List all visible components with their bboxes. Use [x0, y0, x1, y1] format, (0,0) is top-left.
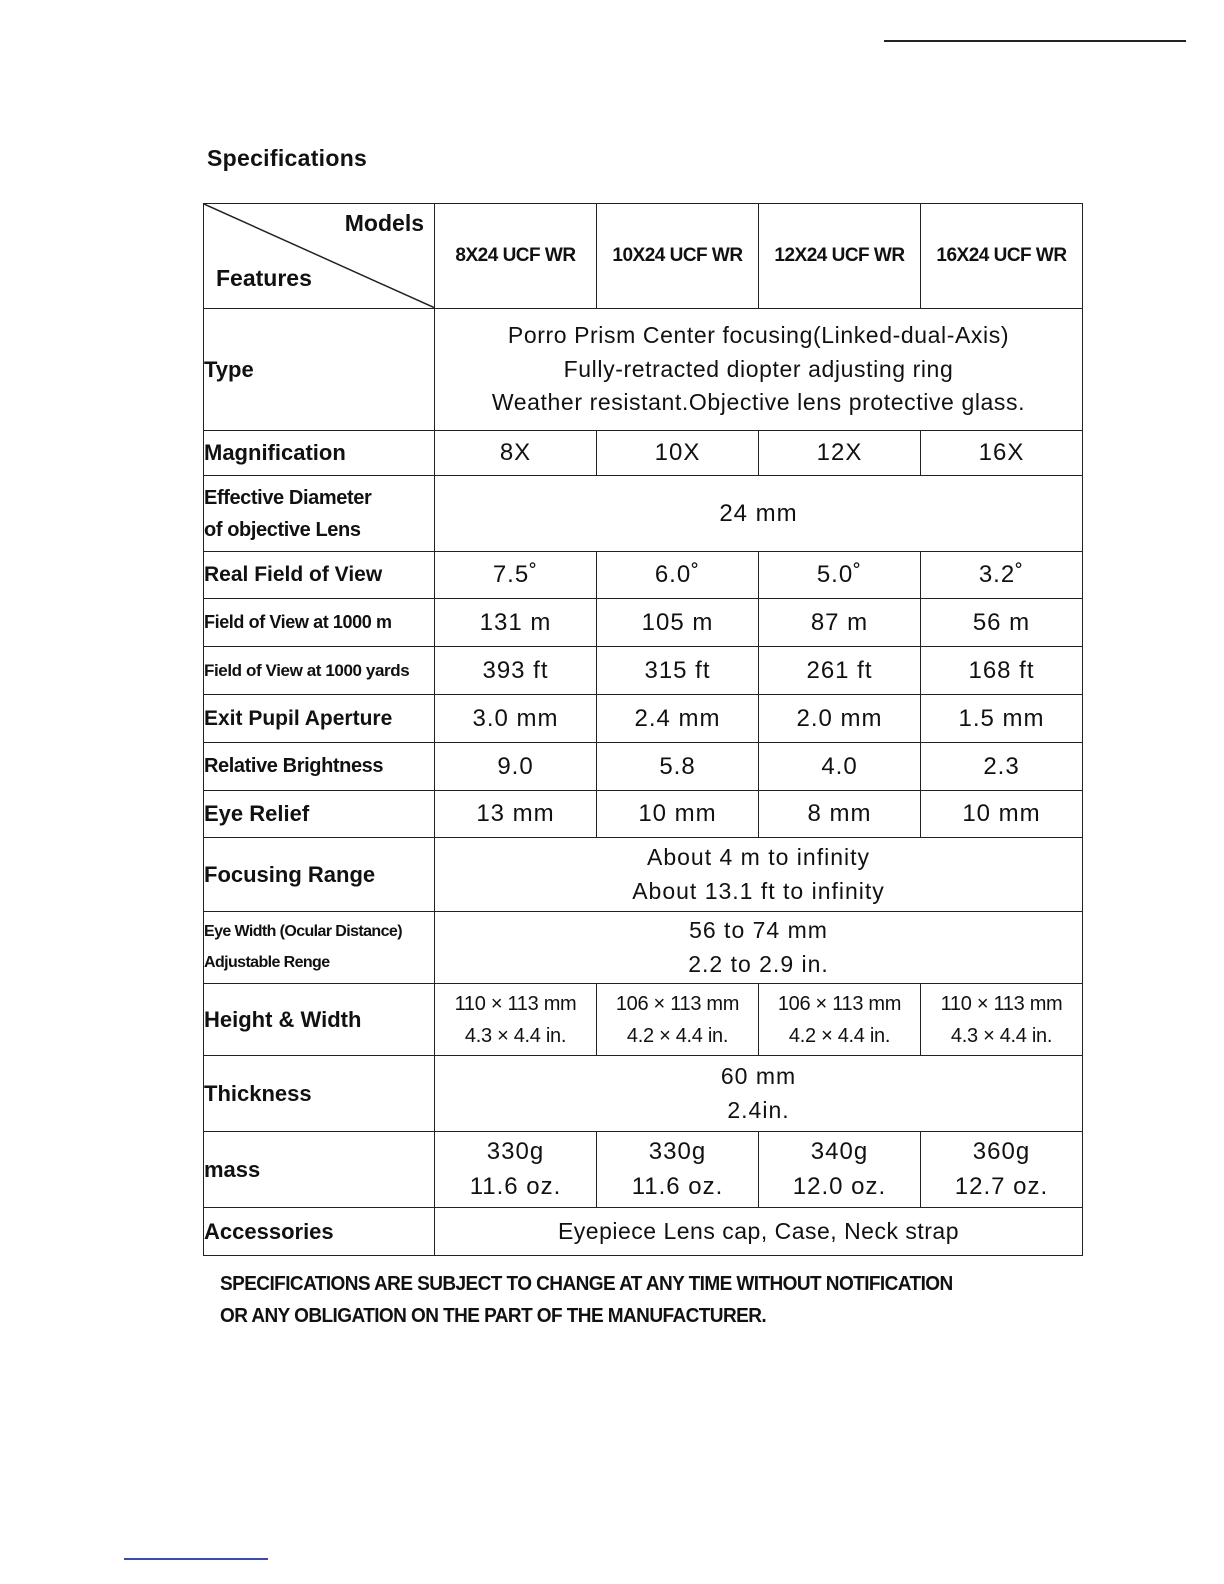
brightness-value: 4.0: [759, 743, 921, 791]
top-rule: [884, 40, 1186, 42]
row-eye-relief: [204, 791, 1083, 838]
effective-diameter-value: 24 mm: [435, 476, 1083, 552]
height-width-metric: 110 × 113 mm: [940, 992, 1063, 1015]
row-magnification: [204, 431, 1083, 476]
mass-grams: 330g: [486, 1137, 545, 1165]
eye-relief-value: 13 mm: [435, 791, 597, 838]
focusing-line: About 13.1 ft to infinity: [632, 877, 885, 904]
height-width-cell: [597, 984, 759, 1056]
field-1000m-value: 131 m: [435, 599, 597, 647]
row-label-field-1000m: Field of View at 1000 m: [204, 599, 435, 647]
row-label-field-1000yd: Field of View at 1000 yards: [204, 647, 435, 695]
specifications-table: [203, 203, 1083, 1256]
height-width-imperial: 4.2 × 4.4 in.: [788, 1024, 891, 1047]
real-field-value: 5.0˚: [759, 552, 921, 599]
eye-relief-value: 8 mm: [759, 791, 921, 838]
eye-relief-value: 10 mm: [597, 791, 759, 838]
corner-header-cell: [204, 204, 435, 309]
exit-pupil-value: 1.5 mm: [921, 695, 1083, 743]
field-1000yd-value: 315 ft: [597, 647, 759, 695]
brightness-value: 9.0: [435, 743, 597, 791]
model-header: 16X24 UCF WR: [921, 204, 1083, 309]
mass-ounces: 12.7 oz.: [954, 1172, 1049, 1200]
exit-pupil-value: 2.4 mm: [597, 695, 759, 743]
row-label-effective-diameter: [204, 476, 435, 552]
height-width-metric: 106 × 113 mm: [777, 992, 902, 1015]
magnification-value: 16X: [921, 431, 1083, 476]
eye-width-line: 2.2 to 2.9 in.: [688, 950, 829, 977]
row-label-thickness: Thickness: [204, 1056, 435, 1132]
field-1000yd-value: 393 ft: [435, 647, 597, 695]
features-label: Features: [216, 265, 312, 291]
height-width-cell: [921, 984, 1083, 1056]
type-value-cell: [435, 309, 1083, 431]
row-field-1000m: [204, 599, 1083, 647]
eye-width-label-line: Adjustable Renge: [204, 953, 330, 971]
effective-diameter-label-line: of objective Lens: [204, 518, 361, 541]
row-effective-diameter: [204, 476, 1083, 552]
field-1000yd-value: 261 ft: [759, 647, 921, 695]
mass-cell: [921, 1132, 1083, 1208]
height-width-imperial: 4.2 × 4.4 in.: [626, 1024, 729, 1047]
notice-line: OR ANY OBLIGATION ON THE PART OF THE MANUFACTURER.: [220, 1305, 767, 1327]
row-label-height-width: Height & Width: [204, 984, 435, 1056]
mass-cell: [759, 1132, 921, 1208]
exit-pupil-value: 3.0 mm: [435, 695, 597, 743]
mass-ounces: 12.0 oz.: [792, 1172, 887, 1200]
accessories-value: Eyepiece Lens cap, Case, Neck strap: [435, 1208, 1083, 1256]
mass-grams: 340g: [810, 1137, 869, 1165]
mass-cell: [435, 1132, 597, 1208]
page-title: Specifications: [207, 145, 368, 171]
notice-line: SPECIFICATIONS ARE SUBJECT TO CHANGE AT ANY TIME WITHOUT NOTIFICATION: [220, 1273, 953, 1295]
thickness-line: 60 mm: [720, 1063, 797, 1090]
row-label-magnification: Magnification: [204, 431, 435, 476]
height-width-cell: [759, 984, 921, 1056]
field-1000yd-value: 168 ft: [921, 647, 1083, 695]
row-real-field: [204, 552, 1083, 599]
exit-pupil-value: 2.0 mm: [759, 695, 921, 743]
row-mass: [204, 1132, 1083, 1208]
mass-cell: [597, 1132, 759, 1208]
focusing-line: About 4 m to infinity: [647, 844, 870, 871]
mass-grams: 360g: [972, 1137, 1031, 1165]
eye-width-value-cell: [435, 912, 1083, 984]
row-label-real-field: Real Field of View: [204, 552, 435, 599]
model-header: 12X24 UCF WR: [759, 204, 921, 309]
field-1000m-value: 56 m: [921, 599, 1083, 647]
row-exit-pupil: [204, 695, 1083, 743]
thickness-value-cell: [435, 1056, 1083, 1132]
brightness-value: 5.8: [597, 743, 759, 791]
row-type: [204, 309, 1083, 431]
eye-relief-value: 10 mm: [921, 791, 1083, 838]
bottom-rule: [124, 1558, 268, 1560]
row-label-mass: mass: [204, 1132, 435, 1208]
row-label-type: Type: [204, 309, 435, 431]
mass-ounces: 11.6 oz.: [631, 1172, 724, 1200]
header-row: [204, 204, 1083, 309]
row-brightness: [204, 743, 1083, 791]
mass-grams: 330g: [648, 1137, 707, 1165]
height-width-cell: [435, 984, 597, 1056]
row-thickness: [204, 1056, 1083, 1132]
eye-width-label-line: Eye Width (Ocular Distance): [204, 923, 402, 941]
specifications-notice: [220, 1268, 953, 1332]
row-label-eye-width: [204, 912, 435, 984]
row-label-focusing: Focusing Range: [204, 838, 435, 912]
magnification-value: 8X: [435, 431, 597, 476]
height-width-imperial: 4.3 × 4.4 in.: [464, 1024, 567, 1047]
row-eye-width: [204, 912, 1083, 984]
real-field-value: 3.2˚: [921, 552, 1083, 599]
magnification-value: 10X: [597, 431, 759, 476]
real-field-value: 6.0˚: [597, 552, 759, 599]
height-width-metric: 110 × 113 mm: [454, 992, 577, 1015]
models-label: Models: [344, 210, 424, 236]
field-1000m-value: 105 m: [597, 599, 759, 647]
eye-width-line: 56 to 74 mm: [689, 917, 828, 944]
row-label-eye-relief: Eye Relief: [204, 791, 435, 838]
thickness-line: 2.4in.: [727, 1096, 790, 1123]
field-1000m-value: 87 m: [759, 599, 921, 647]
model-header: 8X24 UCF WR: [435, 204, 597, 309]
magnification-value: 12X: [759, 431, 921, 476]
brightness-value: 2.3: [921, 743, 1083, 791]
row-height-width: [204, 984, 1083, 1056]
row-label-exit-pupil: Exit Pupil Aperture: [204, 695, 435, 743]
effective-diameter-label-line: Effective Diameter: [204, 486, 372, 509]
real-field-value: 7.5˚: [435, 552, 597, 599]
type-line: Weather resistant.Objective lens protective glass.: [491, 389, 1026, 416]
mass-ounces: 11.6 oz.: [469, 1172, 562, 1200]
type-line: Fully-retracted diopter adjusting ring: [563, 355, 954, 382]
row-focusing: [204, 838, 1083, 912]
row-label-brightness: Relative Brightness: [204, 743, 435, 791]
height-width-metric: 106 × 113 mm: [615, 992, 740, 1015]
focusing-value-cell: [435, 838, 1083, 912]
type-line: Porro Prism Center focusing(Linked-dual-Axis): [507, 322, 1010, 349]
row-label-accessories: Accessories: [204, 1208, 435, 1256]
row-field-1000yd: [204, 647, 1083, 695]
height-width-imperial: 4.3 × 4.4 in.: [950, 1024, 1053, 1047]
model-header: 10X24 UCF WR: [597, 204, 759, 309]
row-accessories: [204, 1208, 1083, 1256]
